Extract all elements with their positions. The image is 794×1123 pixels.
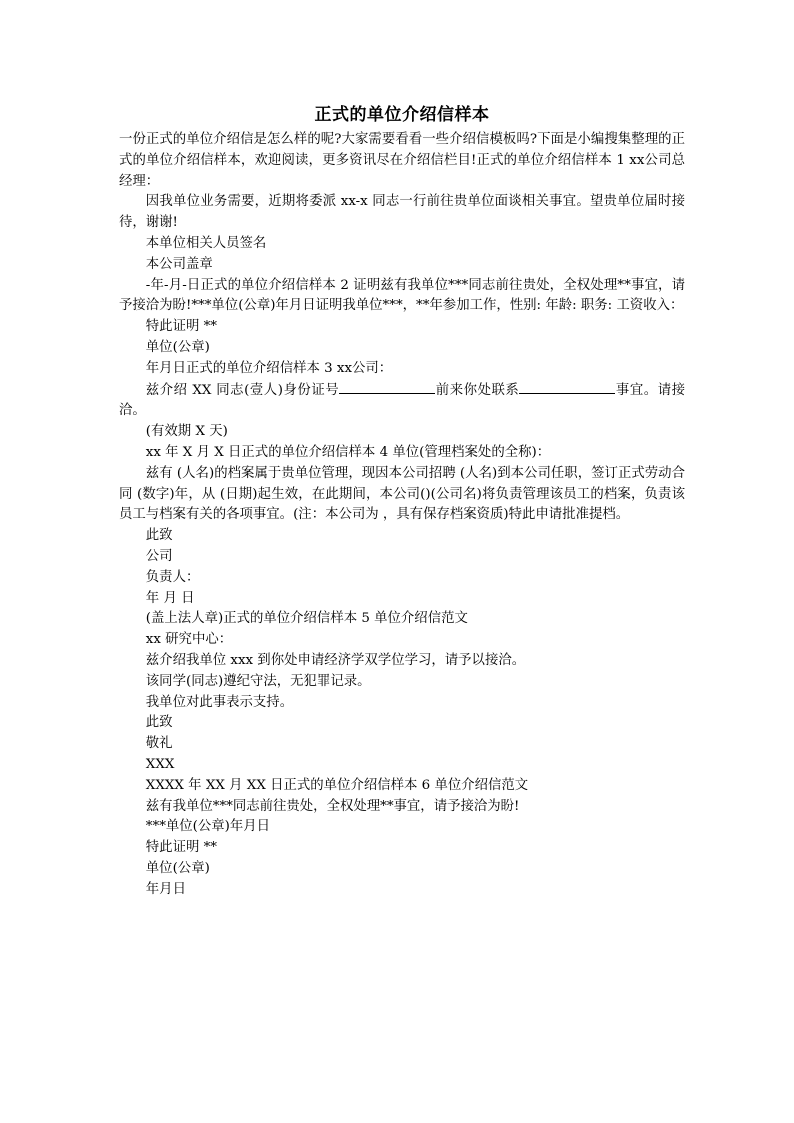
paragraph bbox=[119, 380, 685, 423]
paragraph: 兹介绍我单位 xxx 到你处申请经济学双学位学习，请予以接洽。 bbox=[145, 652, 526, 668]
fill-in-blank bbox=[519, 380, 615, 394]
paragraph: 年月日正式的单位介绍信样本 3 xx公司： bbox=[145, 360, 393, 376]
paragraph: 此致 bbox=[145, 528, 173, 544]
paragraph: 单位(公章) bbox=[145, 339, 210, 355]
paragraph: (有效期 X 天) bbox=[145, 424, 228, 440]
paragraph: (盖上法人章)正式的单位介绍信样本 5 单位介绍信范文 bbox=[145, 611, 468, 627]
paragraph: 本公司盖章 bbox=[145, 256, 213, 272]
fill-in-blank bbox=[339, 380, 435, 394]
paragraph-text: 兹介绍 XX 同志(壹人)身份证号 bbox=[145, 382, 340, 398]
paragraph: 一份正式的单位介绍信是怎么样的呢?大家需要看看一些介绍信模板吗?下面是小编搜集整理的正式的单位介绍信样本，欢迎阅读，更多资讯尽在介绍信栏目!正式的单位介绍信样本 1 xx公司总经理： bbox=[119, 132, 685, 189]
paragraph: 负责人： bbox=[145, 569, 200, 585]
paragraph: xx 年 X 月 X 日正式的单位介绍信样本 4 单位(管理档案处的全称)： bbox=[145, 444, 551, 460]
document-title: 正式的单位介绍信样本 bbox=[314, 105, 490, 125]
paragraph: 公司 bbox=[145, 548, 173, 564]
paragraph: 本单位相关人员签名 bbox=[145, 235, 267, 251]
paragraph: 兹有 (人名)的档案属于贵单位管理，现因本公司招聘 (人名)到本公司任职，签订正式劳动合同 (数字)年，从 (日期)起生效，在此期间，本公司()(公司名)将负责管理该员工的档案，负责该员工与档案有关的各项事宜。(注：本公司为 ，具有保存档案资质)特此申请批准提档。 bbox=[119, 465, 685, 523]
paragraph: 兹有我单位***同志前往贵处，全权处理**事宜，请予接洽为盼! bbox=[145, 798, 520, 814]
paragraph: 敬礼 bbox=[145, 736, 173, 752]
paragraph-text: 事宜。请接洽。 bbox=[119, 382, 686, 419]
paragraph: 特此证明 ** bbox=[145, 319, 218, 335]
paragraph: 该同学(同志)遵纪守法，无犯罪记录。 bbox=[145, 673, 371, 689]
paragraph: 单位(公章) bbox=[145, 860, 210, 876]
paragraph: XXX bbox=[145, 756, 175, 772]
paragraph: XXXX 年 XX 月 XX 日正式的单位介绍信样本 6 单位介绍信范文 bbox=[145, 777, 529, 793]
paragraph: ***单位(公章)年月日 bbox=[145, 819, 271, 835]
paragraph: 年月日 bbox=[145, 881, 186, 897]
document-body bbox=[119, 130, 685, 900]
paragraph: 我单位对此事表示支持。 bbox=[145, 694, 294, 710]
paragraph: 年 月 日 bbox=[145, 590, 195, 606]
paragraph: 特此证明 ** bbox=[145, 840, 218, 856]
paragraph-text: 前来你处联系 bbox=[435, 382, 520, 398]
paragraph: 此致 bbox=[145, 715, 173, 731]
paragraph: 因我单位业务需要，近期将委派 xx-x 同志一行前往贵单位面谈相关事宜。望贵单位届时接待，谢谢! bbox=[119, 194, 685, 231]
paragraph: -年-月-日正式的单位介绍信样本 2 证明兹有我单位***同志前往贵处，全权处理**事宜，请予接洽为盼!***单位(公章)年月日证明我单位***，**年参加工作，性别: 年龄: 职务: 工资收入： bbox=[119, 277, 685, 314]
document-page bbox=[119, 102, 685, 900]
paragraph: xx 研究中心： bbox=[145, 632, 233, 648]
